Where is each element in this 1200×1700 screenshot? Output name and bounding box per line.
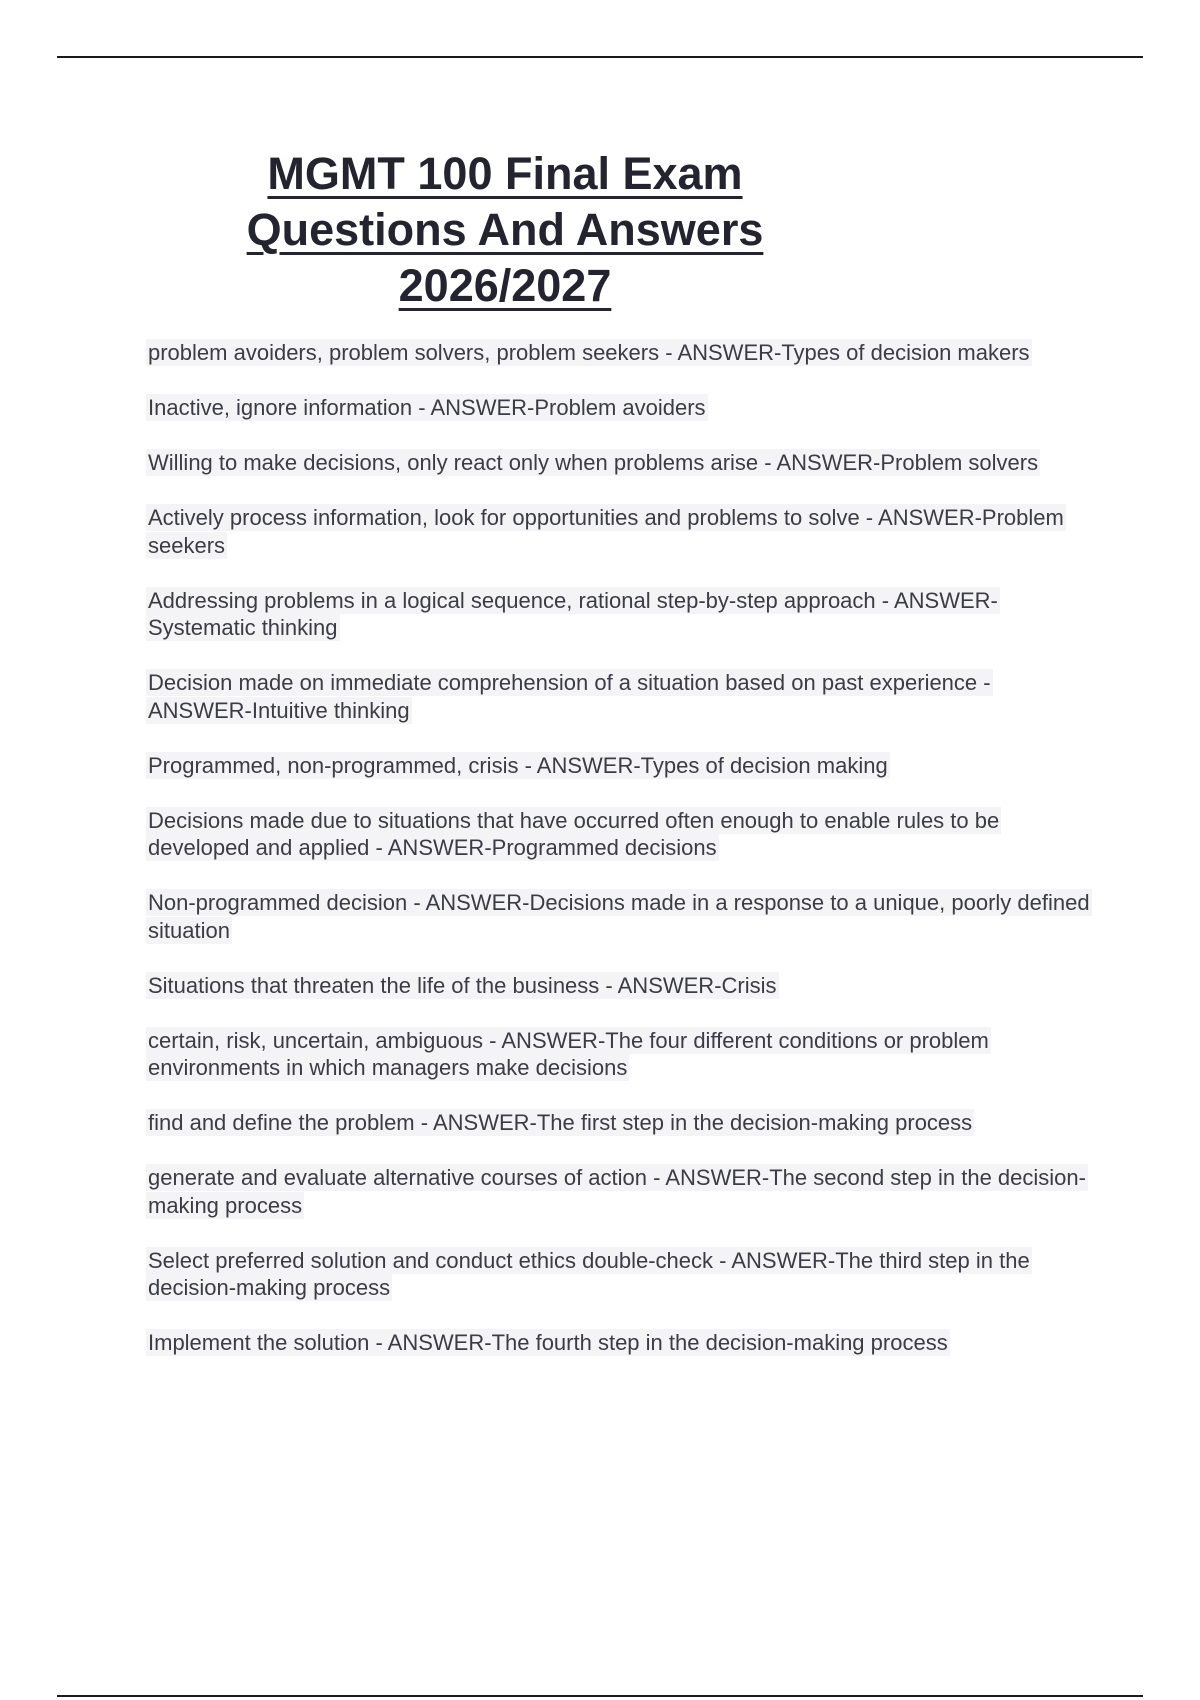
- qa-list: [146, 339, 1091, 1384]
- qa-item: Actively process information, look for opportunities and problems to solve - ANSWER-Problem seekers: [148, 505, 1064, 558]
- page-title: [205, 146, 805, 314]
- qa-item: Willing to make decisions, only react only when problems arise - ANSWER-Problem solvers: [148, 450, 1039, 475]
- qa-item: Non-programmed decision - ANSWER-Decisions made in a response to a unique, poorly defined situation: [148, 890, 1090, 943]
- title-line: 2026/2027: [398, 260, 612, 311]
- qa-item: Implement the solution - ANSWER-The fourth step in the decision-making process: [148, 1330, 948, 1355]
- title-line: Questions And Answers: [246, 204, 764, 255]
- qa-item: Addressing problems in a logical sequence, rational step-by-step approach - ANSWER-Systematic thinking: [148, 587, 998, 640]
- qa-item: Decision made on immediate comprehension of a situation based on past experience - ANSWER-Intuitive thinking: [148, 670, 991, 723]
- qa-item: Inactive, ignore information - ANSWER-Problem avoiders: [148, 395, 706, 420]
- qa-item: find and define the problem - ANSWER-The first step in the decision-making process: [148, 1110, 973, 1135]
- qa-item: certain, risk, uncertain, ambiguous - ANSWER-The four different conditions or problem environments in which managers make decisions: [148, 1027, 989, 1080]
- qa-item: problem avoiders, problem solvers, problem seekers - ANSWER-Types of decision makers: [148, 340, 1030, 365]
- qa-item: Situations that threaten the life of the business - ANSWER-Crisis: [148, 972, 777, 998]
- qa-item: Decisions made due to situations that have occurred often enough to enable rules to be developed and applied - ANSWER-Programmed decisions: [148, 807, 1000, 860]
- bottom-rule: [57, 1695, 1143, 1697]
- top-rule: [57, 56, 1143, 58]
- qa-item: generate and evaluate alternative courses of action - ANSWER-The second step in the decision-making process: [148, 1165, 1086, 1218]
- title-line: MGMT 100 Final Exam: [267, 148, 743, 199]
- qa-item: Programmed, non-programmed, crisis - ANSWER-Types of decision making: [148, 752, 888, 778]
- qa-item: Select preferred solution and conduct ethics double-check - ANSWER-The third step in the decision-making process: [148, 1247, 1030, 1300]
